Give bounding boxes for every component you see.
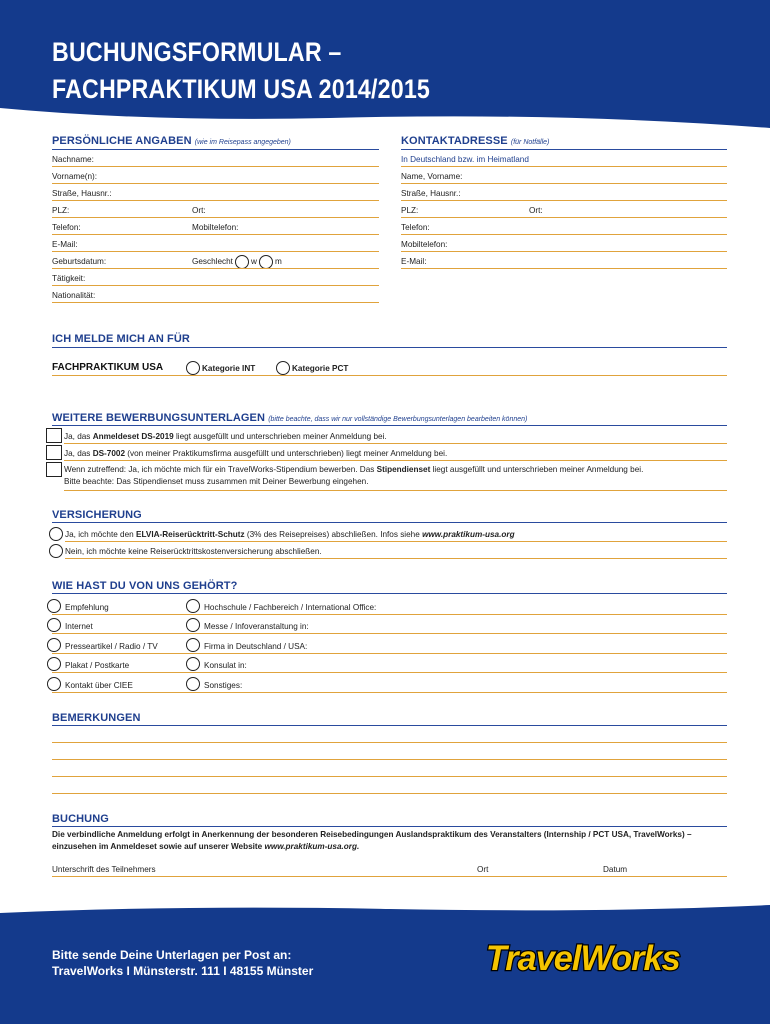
radio-source-sonstiges[interactable] xyxy=(186,677,200,691)
checkbox-anmeldeset[interactable] xyxy=(46,428,62,443)
source-left-3: Plakat / Postkarte xyxy=(65,661,130,670)
radio-insurance-yes[interactable] xyxy=(49,527,63,541)
field-signature[interactable] xyxy=(52,876,727,877)
contact-label-email: E-Mail: xyxy=(401,257,427,266)
contact-field-plz-ort[interactable] xyxy=(401,217,727,218)
rule-source xyxy=(52,593,727,594)
source-right-3: Konsulat in: xyxy=(204,661,247,670)
remarks-line-2[interactable] xyxy=(52,759,727,760)
rule-insurance xyxy=(52,522,727,523)
insurance-yes-label: Ja, ich möchte den ELVIA-Reiserücktritt-Schutz (3% des Reisepreises) abschließen. Infos siehe www.praktikum-usa.org xyxy=(65,530,515,539)
remarks-line-1[interactable] xyxy=(52,742,727,743)
contact-field-email[interactable] xyxy=(401,268,727,269)
section-heading-personal: PERSÖNLICHE ANGABEN (wie im Reisepass angegeben) xyxy=(52,135,291,147)
insurance-link: www.praktikum-usa.org xyxy=(422,530,515,539)
footer-line-2: TravelWorks I Münsterstr. 111 I 48155 Münster xyxy=(52,964,314,978)
footer-line-1: Bitte sende Deine Unterlagen per Post an: xyxy=(52,948,292,962)
checkbox-stipendium[interactable] xyxy=(46,462,62,477)
field-nachname[interactable] xyxy=(52,166,379,167)
travelworks-logo xyxy=(482,938,734,978)
section-heading-register: ICH MELDE MICH AN FÜR xyxy=(52,333,190,345)
label-telefon: Telefon: xyxy=(52,223,81,232)
source-right-0: Hochschule / Fachbereich / International Office: xyxy=(204,603,377,612)
label-nachname: Nachname: xyxy=(52,155,94,164)
radio-gender-m[interactable] xyxy=(259,255,273,269)
program-label: FACHPRAKTIKUM USA xyxy=(52,362,164,373)
label-taetigkeit: Tätigkeit: xyxy=(52,274,86,283)
field-taetigkeit[interactable] xyxy=(52,285,379,286)
rule-register xyxy=(52,347,727,348)
line-insurance-no xyxy=(65,558,727,559)
radio-source-empfehlung[interactable] xyxy=(47,599,61,613)
documents-note: (bitte beachte, dass wir nur vollständige Bewerbungsunterlagen bearbeiten können) xyxy=(268,416,528,423)
contact-label-mobil: Mobiltelefon: xyxy=(401,240,448,249)
contact-field-strasse[interactable] xyxy=(401,200,727,201)
contact-subtitle: In Deutschland bzw. im Heimatland xyxy=(401,155,529,164)
contact-label-strasse: Straße, Hausnr.: xyxy=(401,189,461,198)
field-nationalitaet[interactable] xyxy=(52,302,379,303)
line-contact-subtitle xyxy=(401,166,727,167)
section-heading-booking: BUCHUNG xyxy=(52,813,109,825)
label-vorname: Vorname(n): xyxy=(52,172,98,181)
field-vorname[interactable] xyxy=(52,183,379,184)
section-heading-documents: WEITERE BEWERBUNGSUNTERLAGEN (bitte beachte, dass wir nur vollständige Bewerbungsunterlagen bearbeiten können) xyxy=(52,412,528,424)
label-w: w xyxy=(251,257,257,266)
label-strasse: Straße, Hausnr.: xyxy=(52,189,112,198)
radio-source-plakat[interactable] xyxy=(47,657,61,671)
rule-documents xyxy=(52,425,727,426)
label-plz: PLZ: xyxy=(52,206,70,215)
field-telefon-mobil[interactable] xyxy=(52,234,379,235)
line-source-4[interactable] xyxy=(52,692,727,693)
contact-label-plz: PLZ: xyxy=(401,206,419,215)
source-left-0: Empfehlung xyxy=(65,603,109,612)
label-mobil: Mobiltelefon: xyxy=(192,223,239,232)
doc-item-2: Ja, das DS-7002 (von meiner Praktikumsfirma ausgefüllt und unterschrieben) liegt meiner Anmeldung bei. xyxy=(64,449,448,458)
insurance-no-label: Nein, ich möchte keine Reiserücktrittskostenversicherung abschließen. xyxy=(65,547,322,556)
line-doc-1 xyxy=(64,443,727,444)
contact-note: (für Notfälle) xyxy=(510,139,550,146)
radio-source-firma[interactable] xyxy=(186,638,200,652)
field-email[interactable] xyxy=(52,251,379,252)
remarks-line-3[interactable] xyxy=(52,776,727,777)
contact-label-ort: Ort: xyxy=(529,206,543,215)
source-left-2: Presseartikel / Radio / TV xyxy=(65,642,158,651)
line-source-3[interactable] xyxy=(52,672,727,673)
contact-field-telefon[interactable] xyxy=(401,234,727,235)
line-doc-2 xyxy=(64,460,727,461)
line-source-2[interactable] xyxy=(52,653,727,654)
doc-item-3: Wenn zutreffend: Ja, ich möchte mich für ein TravelWorks-Stipendium bewerben. Das Stipendienset liegt ausgefüllt und unterschrieben meiner Anmeldung bei. Bitte beachte: Das Stipendienset muss zusammen mit Deiner Bewerbung eingehen. xyxy=(64,465,644,486)
booking-link: www.praktikum-usa.org. xyxy=(264,842,360,851)
radio-source-ciee[interactable] xyxy=(47,677,61,691)
title-line-1: BUCHUNGSFORMULAR – xyxy=(52,37,342,67)
radio-gender-w[interactable] xyxy=(235,255,249,269)
label-kategorie-pct: Kategorie PCT xyxy=(292,364,349,373)
remarks-line-4[interactable] xyxy=(52,793,727,794)
rule-booking xyxy=(52,826,727,827)
label-booking-datum: Datum xyxy=(603,865,628,874)
field-strasse[interactable] xyxy=(52,200,379,201)
field-geburtsdatum[interactable] xyxy=(52,268,379,269)
label-geschlecht: Geschlecht xyxy=(192,257,233,266)
label-m: m xyxy=(275,257,282,266)
source-left-4: Kontakt über CIEE xyxy=(65,681,133,690)
rule-personal xyxy=(52,149,379,150)
label-kategorie-int: Kategorie INT xyxy=(202,364,256,373)
label-nationalitaet: Nationalität: xyxy=(52,291,96,300)
line-source-0[interactable] xyxy=(52,614,727,615)
source-right-4: Sonstiges: xyxy=(204,681,243,690)
contact-label-name: Name, Vorname: xyxy=(401,172,463,181)
radio-source-presse[interactable] xyxy=(47,638,61,652)
label-email: E-Mail: xyxy=(52,240,78,249)
booking-terms: Die verbindliche Anmeldung erfolgt in Anerkennung der besonderen Reisebedingungen Auslandspraktikum des Veranstalters (Internship / PCT USA, TravelWorks) – einzusehen im Anmeldeset sowie auf unserer Website www.praktikum-usa.org. xyxy=(52,830,692,851)
label-signature: Unterschrift des Teilnehmers xyxy=(52,865,156,874)
radio-source-konsulat[interactable] xyxy=(186,657,200,671)
label-ort: Ort: xyxy=(192,206,206,215)
line-register xyxy=(52,375,727,376)
source-left-1: Internet xyxy=(65,622,93,631)
page-title xyxy=(52,34,430,108)
label-booking-ort: Ort xyxy=(477,865,489,874)
line-insurance-yes xyxy=(65,541,727,542)
section-heading-insurance: VERSICHERUNG xyxy=(52,509,142,521)
source-right-2: Firma in Deutschland / USA: xyxy=(204,642,308,651)
title-line-2: FACHPRAKTIKUM USA 2014/2015 xyxy=(52,74,430,104)
doc-item-3-note: Bitte beachte: Das Stipendienset muss zusammen mit Deiner Bewerbung eingehen. xyxy=(64,477,369,486)
field-plz-ort[interactable] xyxy=(52,217,379,218)
radio-insurance-no[interactable] xyxy=(49,544,63,558)
checkbox-ds7002[interactable] xyxy=(46,445,62,460)
radio-source-messe[interactable] xyxy=(186,618,200,632)
label-geburtsdatum: Geburtsdatum: xyxy=(52,257,107,266)
section-heading-contact: KONTAKTADRESSE (für Notfälle) xyxy=(401,135,550,147)
radio-kategorie-int[interactable] xyxy=(186,361,200,375)
radio-source-hochschule[interactable] xyxy=(186,599,200,613)
section-heading-remarks: BEMERKUNGEN xyxy=(52,712,141,724)
section-heading-source: WIE HAST DU VON UNS GEHÖRT? xyxy=(52,580,238,592)
personal-note: (wie im Reisepass angegeben) xyxy=(194,139,291,146)
svg-text:TravelWorks: TravelWorks xyxy=(485,939,680,978)
rule-remarks xyxy=(52,725,727,726)
radio-source-internet[interactable] xyxy=(47,618,61,632)
line-source-1[interactable] xyxy=(52,633,727,634)
contact-label-telefon: Telefon: xyxy=(401,223,430,232)
contact-field-name[interactable] xyxy=(401,183,727,184)
rule-contact xyxy=(401,149,727,150)
doc-item-1: Ja, das Anmeldeset DS-2019 liegt ausgefüllt und unterschrieben meiner Anmeldung bei. xyxy=(64,432,387,441)
contact-field-mobil[interactable] xyxy=(401,251,727,252)
radio-kategorie-pct[interactable] xyxy=(276,361,290,375)
footer-address xyxy=(52,947,313,979)
source-right-1: Messe / Infoveranstaltung in: xyxy=(204,622,309,631)
line-doc-3 xyxy=(64,490,727,491)
